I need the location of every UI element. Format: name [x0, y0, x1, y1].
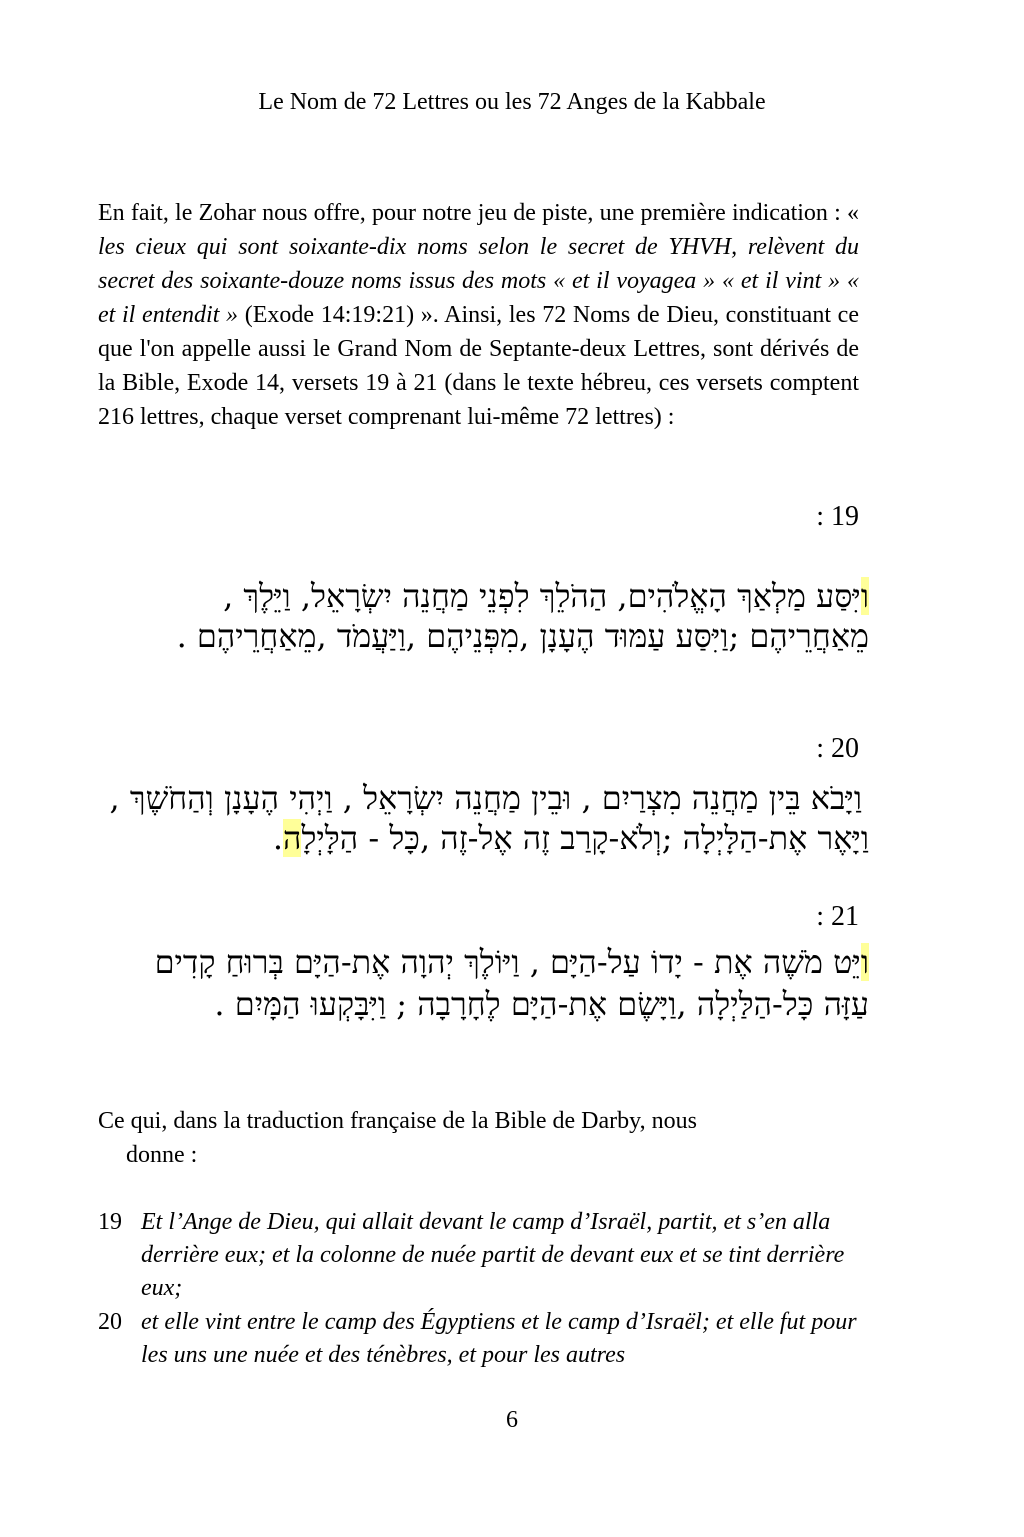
translation-verse-19 — [98, 1206, 859, 1305]
verse-number: 20 — [98, 1309, 122, 1335]
highlighted-letter: ו — [860, 577, 869, 615]
intro-text-2: (Exode 14:19:21) ». Ainsi, les 72 Noms de Dieu, constituant ce que l'on appelle aussi le Grand Nom de Septante-deux Lettres, sont dérivés de la Bible, Exode 14, versets 19 à 21 (dans le texte hébreu, ces versets comptent 216 lettres, chaque verset comprenant lui-même 72 lettres) : — [98, 302, 859, 430]
translation-verse-20 — [98, 1306, 859, 1372]
translation-intro-line-2: donne : — [126, 1142, 198, 1168]
verse-text: et elle vint entre le camp des Égyptiens et le camp d’Israël; et elle fut pour les uns une nuée et des ténèbres, et pour les autres — [141, 1309, 857, 1368]
hebrew-verse-19-label: : 19 — [816, 501, 859, 532]
hebrew-verse-20-line-1: וַיָּבֹא בֵּין מַחֲנֵה מִצְרַיִם , וּבֵין מַחֲנֵה יִשְׂרָאֵל , וַיְהִי הֶעָנָן וְהַחֹשֶׁךְ , — [109, 779, 862, 817]
hebrew-verse-20-label: : 20 — [816, 733, 859, 764]
running-header: Le Nom de 72 Lettres ou les 72 Anges de la Kabbale — [258, 89, 766, 115]
zohar-quote: les cieux qui sont soixante-dix noms selon le secret de YHVH, relèvent du secret des soixante-douze noms issus des mots « et il voyagea » « et il vint » « et il entendit » — [98, 234, 859, 328]
highlighted-letter: ו — [860, 943, 869, 981]
verse-number: 19 — [98, 1209, 122, 1235]
translation-intro — [98, 1104, 859, 1172]
hebrew-verse-21-label: : 21 — [816, 901, 859, 932]
translation-intro-line-1: Ce qui, dans la traduction française de la Bible de Darby, nous — [98, 1108, 697, 1134]
intro-text-1: En fait, le Zohar nous offre, pour notre jeu de piste, une première indication : « — [98, 200, 859, 226]
hebrew-verse-19-line-2: מֵאַחֲרֵיהֶם ;וַיִּסַּע עַמּוּד הֶעָנָן ,מִפְּנֵיהֶם ,וַיַּעֲמֹד ,מֵאַחֲרֵיהֶם . — [176, 617, 869, 655]
page-number: 6 — [506, 1407, 518, 1433]
hebrew-verse-21-line-2: עַזָּה כָּל-הַלַּיְלָה ,וַיָּשֶׂם אֶת-הַיָּם לֶחָרָבָה ; וַיִּבָּקְעוּ הַמָּיִם . — [214, 985, 869, 1023]
hebrew-verse-19-line-1: ויִּסַּע מַלְאַךְ הָאֱלֹהִים, הַהֹלֵךְ לִפְנֵי מַחֲנֵה יִשְׂרָאֵל, וַיֵּלֶךְ , — [223, 577, 869, 615]
hebrew-verse-20-line-2: וַיָּאֶר אֶת-הַלָּיְלָה ;וְלֹא-קָרַב זֶה אֶל-זֶה ,כָּל - הַלָּיְלָה. — [272, 819, 869, 857]
intro-paragraph — [98, 196, 859, 434]
highlighted-letter: ה — [283, 819, 302, 857]
verse-text: Et l’Ange de Dieu, qui allait devant le camp d’Israël, partit, et s’en alla derrière eux; et la colonne de nuée partit de devant eux et se tint derrière eux; — [141, 1209, 845, 1301]
hebrew-verse-21-line-1: ויֵּט מֹשֶׁה אֶת - יָדוֹ עַל-הַיָּם , וַיּוֹלֶךְ יְהוָה אֶת-הַיָּם בְּרוּחַ קָדִים — [154, 943, 869, 981]
